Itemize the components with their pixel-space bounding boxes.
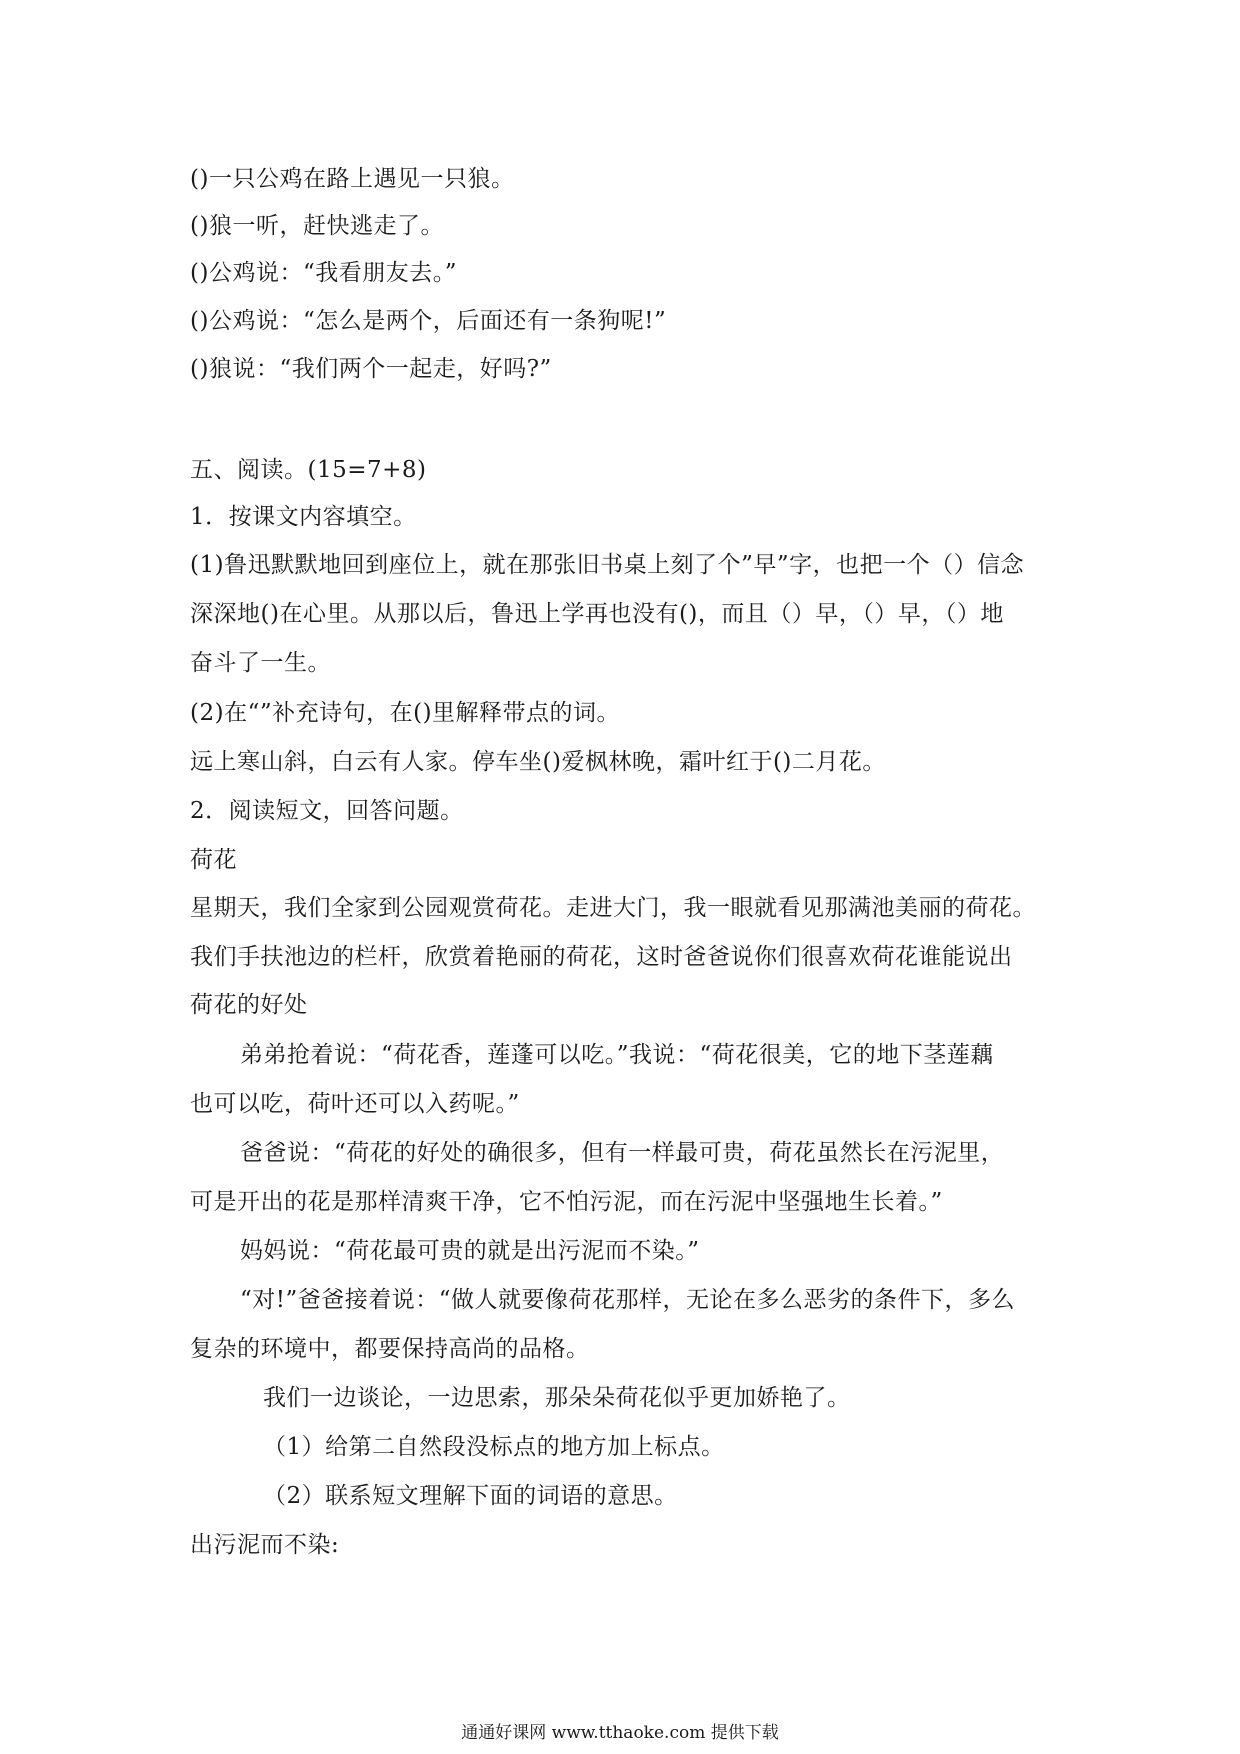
page-footer: 通通好课网 www.tthaoke.com 提供下载 — [461, 1723, 779, 1743]
passage-line: 爸爸说：“荷花的好处的确很多，但有一样最可贵，荷花虽然长在污泥里， — [240, 1140, 1005, 1166]
sub-question: （1）给第二自然段没标点的地方加上标点。 — [263, 1434, 725, 1460]
ordering-item: ()狼说：“我们两个一起走，好吗?” — [190, 356, 552, 382]
poem-line: 远上寒山斜，白云有人家。停车坐()爱枫林晚，霜叶红于()二月花。 — [190, 749, 886, 775]
passage-line: 星期天，我们全家到公园观赏荷花。走进大门，我一眼就看见那满池美丽的荷花。 — [190, 895, 1036, 921]
question-text-line: (1)鲁迅默默地回到座位上，就在那张旧书桌上刻了个”早”字，也把一个（）信念 — [190, 552, 1025, 578]
passage-line: 也可以吃，荷叶还可以入药呢。” — [190, 1091, 520, 1117]
question-text-line: 奋斗了一生。 — [190, 650, 331, 676]
passage-line: 妈妈说：“荷花最可贵的就是出污泥而不染。” — [240, 1238, 700, 1264]
question-title: 1．按课文内容填空。 — [190, 504, 417, 530]
ordering-item: ()狼一听，赶快逃走了。 — [190, 213, 444, 239]
section-heading: 五、阅读。(15=7+8) — [190, 457, 427, 483]
passage-line: 弟弟抢着说：“荷花香，莲蓬可以吃。”我说：“荷花很美，它的地下茎莲藕 — [240, 1042, 994, 1068]
ordering-item: ()一只公鸡在路上遇见一只狼。 — [190, 166, 515, 192]
passage-title: 荷花 — [190, 847, 237, 873]
passage-line: 我们手扶池边的栏杆，欣赏着艳丽的荷花，这时爸爸说你们很喜欢荷花谁能说出 — [190, 944, 1013, 970]
passage-line: 可是开出的花是那样清爽干净，它不怕污泥，而在污泥中坚强地生长着。” — [190, 1189, 943, 1215]
sub-question: （2）联系短文理解下面的词语的意思。 — [263, 1483, 678, 1509]
question-instruction: (2)在“”补充诗句，在()里解释带点的词。 — [190, 700, 621, 726]
passage-line: 我们一边谈论，一边思索，那朵朵荷花似乎更加娇艳了。 — [263, 1385, 851, 1411]
ordering-item: ()公鸡说：“怎么是两个，后面还有一条狗呢!” — [190, 308, 667, 334]
ordering-item: ()公鸡说：“我看朋友去。” — [190, 260, 457, 286]
answer-label: 出污泥而不染: — [190, 1532, 340, 1558]
question-title: 2．阅读短文，回答问题。 — [190, 798, 464, 824]
passage-line: 荷花的好处 — [190, 992, 308, 1018]
passage-line: “对!”爸爸接着说：“做人就要像荷花那样，无论在多么恶劣的条件下，多么 — [240, 1287, 1016, 1313]
passage-line: 复杂的环境中，都要保持高尚的品格。 — [190, 1336, 590, 1362]
question-text-line: 深深地()在心里。从那以后，鲁迅上学再也没有()，而且（）早，（）早，（）地 — [190, 601, 1004, 627]
